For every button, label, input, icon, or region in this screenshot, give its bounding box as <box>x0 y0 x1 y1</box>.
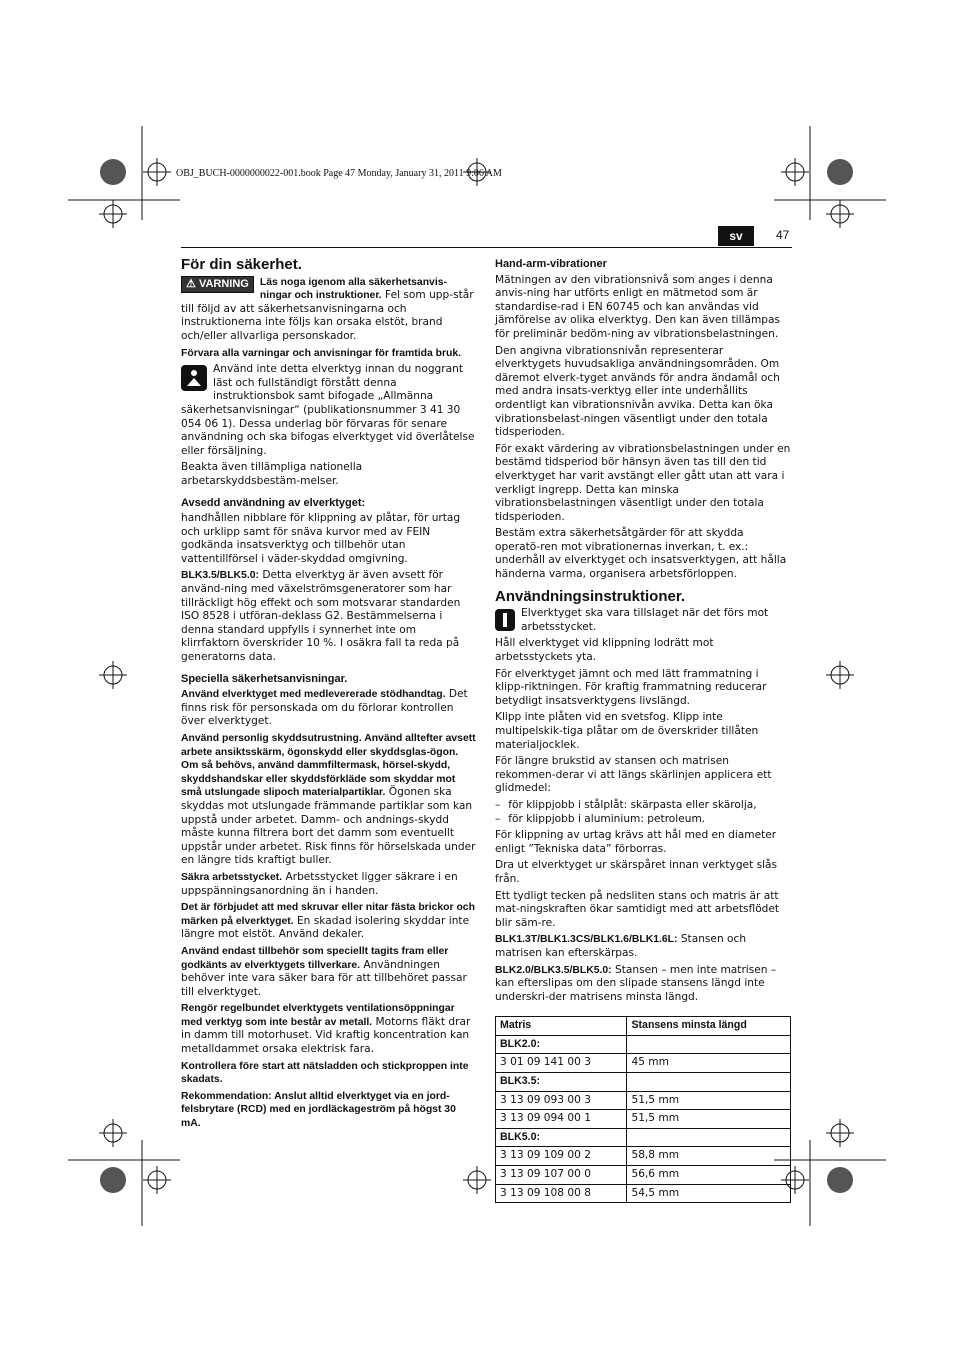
switch-on-icon <box>495 609 515 631</box>
warning-paragraph: ⚠ VARNING Läs noga igenom alla säkerhetsanvis-ningar och instruktioner. Fel som upp-står till följd av att säkerhetsanvisningarna och instruktionerna inte följs kan orsaka elstöt, brand och/eller allvarliga personskador. <box>181 276 474 342</box>
instruction-item: Ett tydligt tecken på nedsliten stans och matris är att mat-ningskraften ökar samtidigt med att arbetsflödet blir säm-re. <box>495 889 780 929</box>
instruction-item: BLK1.3T/BLK1.3CS/BLK1.6/BLK1.6L: Stansen och matrisen kan efterskärpas. <box>495 933 747 959</box>
heading-special-safety: Speciella säkerhetsanvisningar. <box>181 672 348 685</box>
table-row: BLK5.0: <box>496 1128 791 1147</box>
read-manual-paragraph: Använd inte detta elverktyg innan du noggrant läst och fullständigt förstått denna instruktionsbok samt bifogade „Allmänna säkerhetsanvisningar“ (publikationsnummer 3 41 30 054 06 1). Dessa underlag bör förvaras för senare användning och ska bifogas elverktyget vid överlåtelse eller försäljning. <box>181 363 475 457</box>
left-column <box>181 258 477 1134</box>
instruction-switch-on: Elverktyget ska vara tillslaget när det förs mot arbetsstycket. <box>495 607 791 634</box>
table-row: 3 13 09 094 00 1 51,5 mm <box>496 1110 791 1129</box>
instruction-item: För elverktyget jämnt och med lätt frammatning i klipp-riktningen. För kraftig frammatning reducerar betydligt insatsverktygens livslängd. <box>495 667 767 707</box>
table-row: 3 13 09 093 00 3 51,5 mm <box>496 1091 791 1110</box>
instruction-item: BLK2.0/BLK3.5/BLK5.0: Stansen – men inte matrisen – kan efterslipas om den slipade stansens längd inte underskri-der matrisens minsta längd. <box>495 963 777 1003</box>
instruction-item: För klippning av urtag krävs att hål med en diameter enligt ”Tekniska data” förborras. <box>495 829 777 855</box>
vibration-paragraph: För exakt värdering av vibrationsbelastningen under en bestämd tidsperiod bör hänsyn även tas till den tid elverktyget har varit avstängt eller gått utan att vara i verkligt ingrepp. Detta kan minska vibrationsbelastningen väsentligt under den totala tidsperioden. <box>495 442 791 523</box>
right-column <box>495 258 791 1203</box>
instruction-item: Håll elverktyget vid klippning lodrätt mot arbetsstyckets yta. <box>495 637 714 664</box>
safety-item: Använd elverktyget med medlevererade stödhandtag. Det finns risk för personskada om du förlorar kontrollen över elverktyget. <box>181 688 468 728</box>
intended-use-text: handhållen nibblare för klippning av plåtar, för urtag och urklipp samt för snäva kurvor med av FEIN godkända insatsverktyg och tillbehör utan vattentillförsel i väder-skyddad omgivning. <box>181 512 461 565</box>
file-header: OBJ_BUCH-0000000022-001.book Page 47 Monday, January 31, 2011 9:06 AM <box>176 168 502 179</box>
page-number: 47 <box>776 228 790 242</box>
heading-vibration: Hand-arm-vibrationer <box>495 258 607 270</box>
national-rules: Beakta även tillämpliga nationella arbetarskyddsbestäm-melser. <box>181 461 363 487</box>
safety-item: Rengör regelbundet elverktygets ventilationsöppningar med verktyg som inte består av metall. Motorns fläkt drar in damm till motorhuset. Vid kraftig koncentration kan metalldammet orsaka elektrisk fara. <box>181 1003 471 1056</box>
table-row: 3 13 09 109 00 2 58,8 mm <box>496 1147 791 1166</box>
safety-item: Använd personlig skyddsutrustning. Använd alltefter avsett arbete ansiktsskärm, ögonskydd eller skyddsglas-ögon. Om så behövs, använd dammfiltermask, hörsel-skydd, skyddshandskar eller skyddsförkläde som skyddar mot små utslungade slipoch materialpartiklar. Ögonen ska skyddas mot utslungade främmande partiklar som kan uppstå under arbetet. Damm- och andnings-skydd måste kunna filtrera bort det damm som eventuellt uppstår under arbetet. Risk finns för hörselskada under en längre tids kraftigt buller. <box>181 733 476 867</box>
warning-badge: ⚠ VARNING <box>181 276 254 294</box>
keep-instructions: Förvara alla varningar och anvisningar för framtida bruk. <box>181 347 462 359</box>
table-header-row <box>496 1017 791 1036</box>
instruction-item: För längre brukstid av stansen och matrisen rekommen-derar vi att längs skärlinjen applicera ett glidmedel: <box>495 755 772 795</box>
instruction-item: Klipp inte plåten vid en svetsfog. Klipp inte multipelskik-tiga plåtar om de överskrider tillåten materialjocklek. <box>495 711 759 751</box>
table-row: 3 13 09 108 00 8 54,5 mm <box>496 1184 791 1203</box>
table-row: 3 01 09 141 00 3 45 mm <box>496 1054 791 1073</box>
read-manual-icon <box>181 365 207 391</box>
table-header-cell: Stansens minsta längd <box>627 1017 791 1036</box>
lubricant-item-aluminium: – för klippjobb i aluminium: petroleum. <box>495 812 706 825</box>
matris-table <box>495 1016 791 1203</box>
table-row: BLK2.0: <box>496 1035 791 1054</box>
table-row: BLK3.5: <box>496 1073 791 1092</box>
lubricant-item-steel: – för klippjobb i stålplåt: skärpasta eller skärolja, <box>495 798 757 811</box>
generator-paragraph: BLK3.5/BLK5.0: Detta elverktyg är även avsett för använd-ning med växelströmsgeneratorer som har tillräckligt hög effekt och som motsvarar standarden ISO 8528 i utföran-deklass G2. Bestämmelserna i denna standard uppfylls i synnerhet inte om klirrfaktorn överskrider 10 %. I osäkra fall ta reda på generatorns data. <box>181 569 461 664</box>
table-row: 3 13 09 107 00 0 56,6 mm <box>496 1166 791 1185</box>
safety-item: Kontrollera före start att nätsladden och stickproppen inte skadats. <box>181 1060 469 1086</box>
vibration-paragraph: Mätningen av den vibrationsnivå som anges i denna anvis-ning har utförts enligt en mätmetod som är standardise-rad i EN 60745 och kan användas vid jämförelse av olika elverktyg. Den kan även tillämpas för preliminär bedöm-ning av vibrationsbelastningen. <box>495 273 781 340</box>
table-header-cell: Matris <box>496 1017 627 1036</box>
section-title-instructions: Användningsinstruktioner. <box>495 587 686 605</box>
heading-intended-use: Avsedd användning av elverktyget: <box>181 496 366 509</box>
section-title-safety: För din säkerhet. <box>181 256 302 273</box>
safety-item: Det är förbjudet att med skruvar eller nitar fästa brickor och märken på elverktyget. En skadad isolering skyddar inte längre mot elstöt. Använd dekaler. <box>181 902 475 941</box>
warning-triangle-icon: ⚠ <box>186 277 196 290</box>
header-rule <box>181 247 792 248</box>
safety-item: Använd endast tillbehör som speciellt tagits fram eller godkänts av elverktygets tillverkare. Användningen behöver inte vara säker bara för att tillbehöret passar till elverktyget. <box>181 945 467 998</box>
vibration-paragraph: Bestäm extra säkerhetsåtgärder för att skydda operatö-ren mot vibrationernas inverkan, t. ex.: underhåll av elverktyget och insatsverktygen, att hålla händerna varma, organisera arbetsförloppen. <box>495 527 787 581</box>
safety-item: Säkra arbetsstycket. Arbetsstycket ligger säkrare i en uppspänningsanordning än i handen. <box>181 870 458 897</box>
vibration-paragraph: Den angivna vibrationsnivån representerar elverktygets huvudsakliga användningsområden. Om däremot elverk-tyget används för andra ändamål och med andra insats-verktyg eller inte underhållits ordentligt kan vibrationsnivån avvika. Detta kan öka vibrationsbelast-ningen väsentligt under den totala tidsperioden. <box>495 344 780 439</box>
safety-item: Rekommendation: Anslut alltid elverktyget via en jord-felsbrytare (RCD) med en jordläckageström på högst 30 mA. <box>181 1090 456 1130</box>
language-tab: sv <box>718 226 754 246</box>
instruction-item: Dra ut elverktyget ur skärspåret innan verktyget slås från. <box>495 859 778 885</box>
